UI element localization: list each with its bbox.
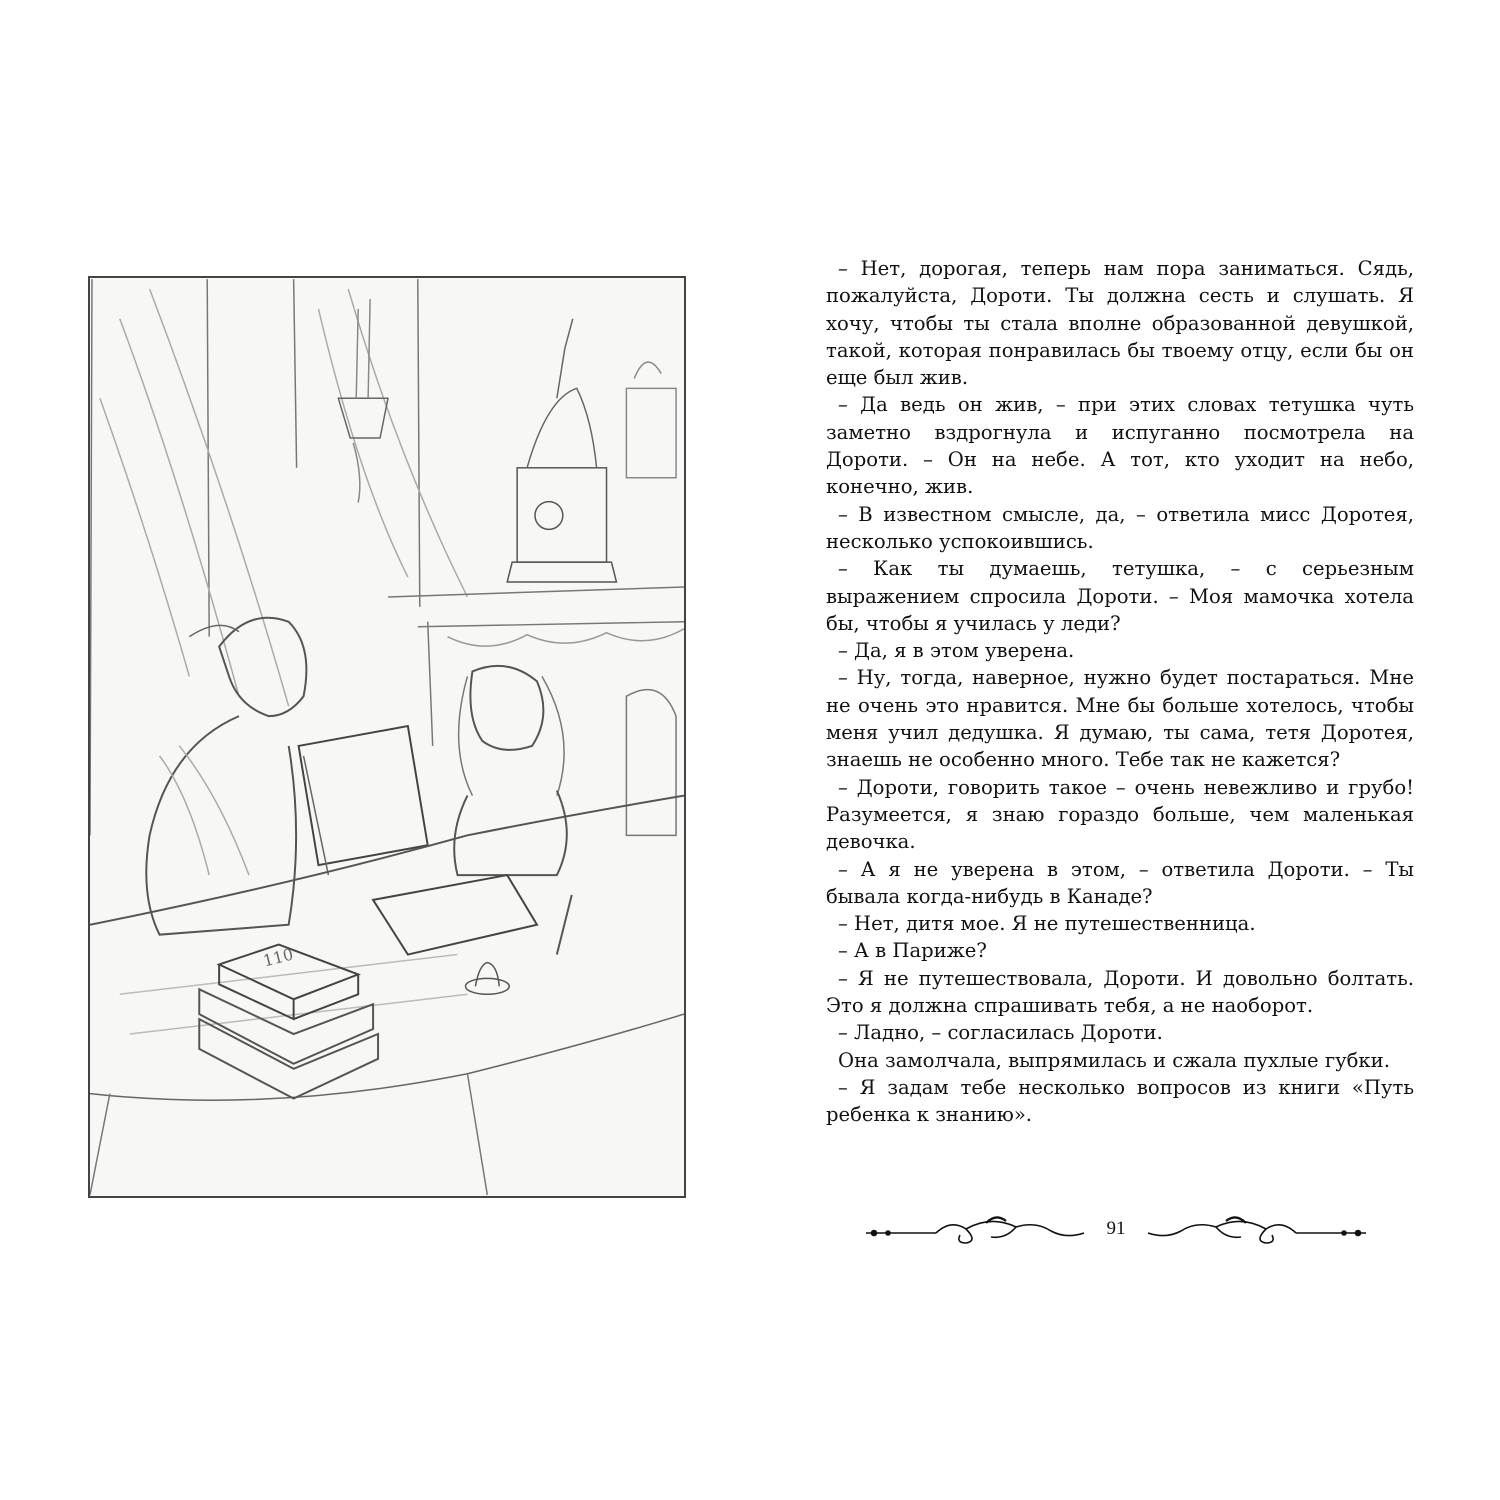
right-flourish-ornament [1148,1209,1366,1249]
paragraph-10: – А в Париже? [838,939,987,963]
paragraph-13: Она замолчала, выпрямилась и сжала пухлые губки. [838,1048,1390,1072]
paragraph-4: – Как ты думаешь, тетушка, – с серьезным выражением спросила Дороти. – Моя мамочка хотела бы, чтобы я училась у леди? [826,557,1414,635]
paragraph-11: – Я не путешествовала, Дороти. И довольно болтать. Это я должна спрашивать тебя, а не наоборот. [826,966,1414,1018]
book-spine-label: 110 [261,944,296,971]
paragraph-1: – Нет, дорогая, теперь нам пора заниматься. Сядь, пожалуйста, Дороти. Ты должна сесть и слушать. Я хочу, чтобы ты стала вполне образованной девушкой, такой, которая понравилась бы твоему отцу, если бы он еще был жив. [826,257,1414,390]
body-text [826,255,1414,1129]
paragraph-7: – Дороти, говорить такое – очень невежливо и грубо! Разумеется, я знаю гораздо больше, чем маленькая девочка. [826,775,1414,854]
pencil-illustration [88,276,686,1198]
left-flourish-ornament [866,1209,1084,1249]
paragraph-12: – Ладно, – согласилась Дороти. [838,1021,1163,1045]
paragraph-5: – Да, я в этом уверена. [838,639,1075,663]
illustration-drawing [90,278,684,1196]
page-number: 91 [1106,1218,1126,1239]
paragraph-3: – В известном смысле, да, – ответила мисс Доротея, несколько успокоившись. [826,502,1414,553]
paragraph-8: – А я не уверена в этом, – ответила Дороти. – Ты бывала когда-нибудь в Канаде? [826,857,1414,908]
paragraph-6: – Ну, тогда, наверное, нужно будет постараться. Мне не очень это нравится. Мне бы больше хотелось, чтобы меня учил дедушка. Я думаю, ты сама, тетя Доротея, знаешь не особенно много. Тебе так не кажется? [826,666,1414,772]
paragraph-9: – Нет, дитя мое. Я не путешественница. [838,912,1256,936]
page-footer [866,1207,1366,1251]
paragraph-2: – Да ведь он жив, – при этих словах тетушка чуть заметно вздрогнула и испуганно посмотрела на Дороти. – Он на небе. А тот, кто уходит на небо, конечно, жив. [826,393,1414,499]
paragraph-14: – Я задам тебе несколько вопросов из книги «Путь ребенка к знанию». [826,1075,1414,1127]
